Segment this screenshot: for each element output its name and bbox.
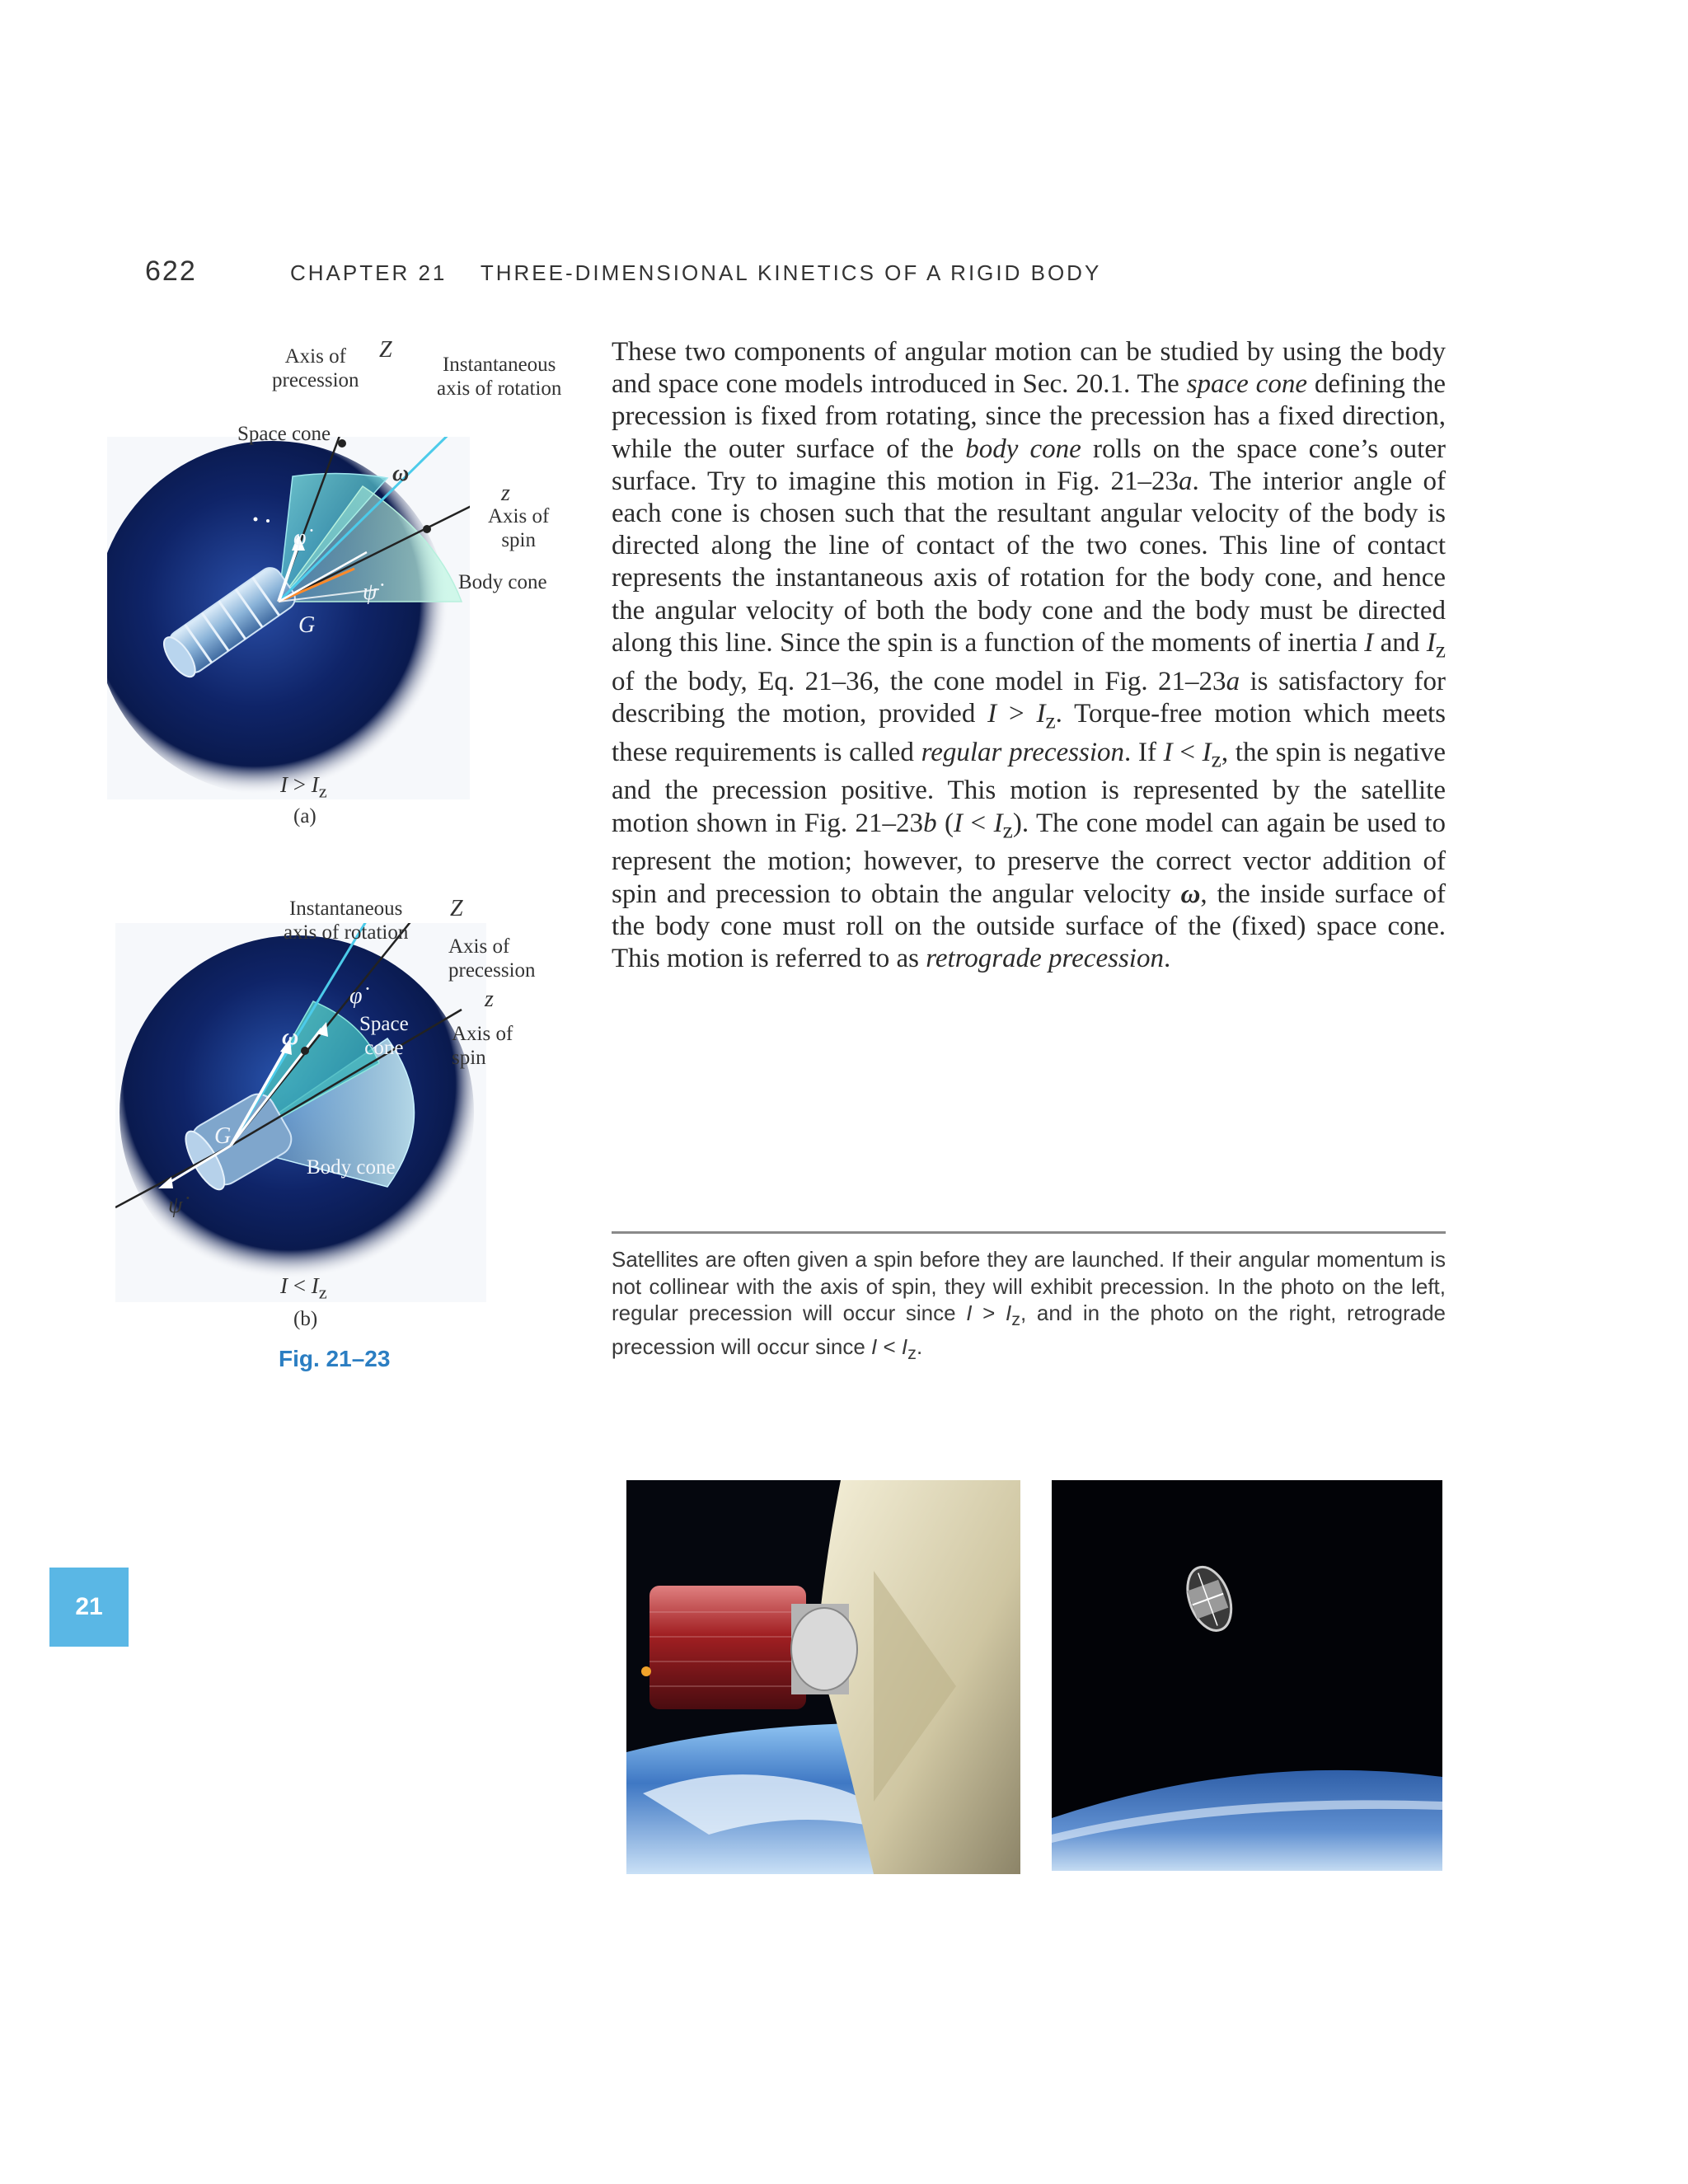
body-paragraph-text: These two components of angular motion can be studied by using the body and space cone models introduced in Sec. 20.1. The space cone defining the precession is fixed from rotating, since the precession has a fixed direction, while the outer surface of the body cone rolls on the space cone’s outer surface. Try to imagine this motion in Fig. 21–23a. The interior angle of each cone is chosen such that the resultant angular velocity of the body is directed along the line of contact of the two cones. This line of contact represents the instantaneous axis of rotation for the body cone, and hence the angular velocity of both the body cone and the body must be directed along this line. Since the spin is a function of the moments of inertia I and $I_z$ of the body, Eq. 21–36, the cone model in Fig. 21–23a is satisfactory for describing the motion, provided $I > I_z$. Torque-free motion which meets these requirements is called regular precession. If $I < I_z$, the spin is negative and the precession positive. This motion is represented by the satellite motion shown in Fig. 21–23b $(I < I_z)$. The cone model can again be used to represent the motion; however, to preserve the correct vector addition of spin and precession to obtain the angular velocity ω, the inside surface of the body cone must roll on the outside surface of the (fixed) space cone. This motion is referred to as retrograde precession. bbox=[612, 337, 1446, 974]
label-axis-of-spin-a-line1: Axis of bbox=[488, 505, 550, 527]
label-instantaneous-axis-b bbox=[284, 897, 408, 944]
label-space-cone-b-line1: Space bbox=[359, 1013, 409, 1035]
label-axis-of-spin-a bbox=[488, 504, 549, 552]
label-body-cone-b: Body cone bbox=[307, 1156, 396, 1179]
satellite-drum bbox=[649, 1586, 806, 1709]
label-G-a: G bbox=[298, 612, 316, 638]
label-G-b: G bbox=[214, 1123, 232, 1149]
label-axis-of-spin-b bbox=[452, 1022, 513, 1070]
label-sublabel-a: (a) bbox=[293, 805, 316, 827]
caption-rule bbox=[612, 1231, 1446, 1234]
label-axis-of-precession-a-line1: Axis of bbox=[284, 345, 346, 368]
label-instantaneous-axis-a-line1: Instantaneous bbox=[442, 354, 556, 376]
label-omega-a: ω bbox=[392, 461, 410, 486]
label-axis-of-spin-b-line1: Axis of bbox=[452, 1023, 513, 1045]
running-header bbox=[290, 260, 1101, 286]
label-Z-a: Z bbox=[379, 337, 392, 363]
label-space-cone-b bbox=[359, 1012, 409, 1060]
figure-b-illustration bbox=[115, 923, 486, 1302]
label-instantaneous-axis-b-line2: axis of rotation bbox=[284, 921, 409, 944]
label-instantaneous-axis-b-line1: Instantaneous bbox=[288, 898, 403, 920]
label-body-cone-a: Body cone bbox=[458, 571, 547, 593]
space-background-a bbox=[107, 441, 449, 795]
label-axis-of-precession-b bbox=[448, 935, 536, 982]
chapter-side-tab: 21 bbox=[49, 1568, 129, 1647]
label-psi-dot-b: ψ̇ bbox=[168, 1193, 183, 1218]
label-instantaneous-axis-a bbox=[437, 353, 561, 401]
figure-caption: Fig. 21–23 bbox=[279, 1346, 391, 1371]
label-condition-b: $I < I_z$ bbox=[280, 1273, 327, 1303]
label-z-b: z bbox=[485, 987, 494, 1012]
label-psi-dot-a: ψ̇ bbox=[363, 579, 377, 605]
label-space-cone-b-line2: cone bbox=[364, 1037, 404, 1059]
chapter-label: CHAPTER 21 bbox=[290, 260, 448, 285]
figure-a-illustration bbox=[107, 437, 470, 799]
label-axis-of-precession-b-line1: Axis of bbox=[448, 935, 510, 958]
label-axis-of-precession-a-line2: precession bbox=[272, 369, 359, 391]
photo-caption-text: Satellites are often given a spin before they are launched. If their angular momentum is not collinear with the axis of spin, they will exhibit precession. In the photo on the left, regular precession will occur since $I > I_z$, and in the photo on the right, retrograde precession will occur since $I < I_z$. bbox=[612, 1247, 1446, 1364]
label-space-cone-a: Space cone bbox=[237, 423, 331, 445]
label-phi-dot-a: φ̇ bbox=[293, 525, 307, 551]
label-axis-of-spin-a-line2: spin bbox=[501, 529, 536, 551]
label-axis-of-precession-a bbox=[272, 344, 359, 392]
label-z-a: z bbox=[501, 480, 510, 506]
label-condition-a: $I > I_z$ bbox=[280, 772, 327, 802]
photo-caption bbox=[612, 1246, 1446, 1367]
label-Z-b: Z bbox=[450, 896, 463, 921]
label-instantaneous-axis-a-line2: axis of rotation bbox=[437, 377, 562, 400]
chapter-title: THREE-DIMENSIONAL KINETICS OF A RIGID BODY bbox=[480, 260, 1102, 285]
body-paragraph bbox=[612, 336, 1446, 975]
label-axis-of-precession-b-line2: precession bbox=[448, 959, 536, 982]
label-axis-of-spin-b-line2: spin bbox=[452, 1047, 486, 1069]
label-phi-dot-b: φ̇ bbox=[349, 983, 363, 1009]
page-number: 622 bbox=[145, 255, 197, 287]
label-omega-b: ω bbox=[282, 1024, 299, 1050]
photo-left-satellite-regular-precession bbox=[626, 1480, 1020, 1874]
label-sublabel-b: (b) bbox=[293, 1308, 318, 1330]
photo-right-satellite-retrograde-precession bbox=[1052, 1480, 1442, 1871]
